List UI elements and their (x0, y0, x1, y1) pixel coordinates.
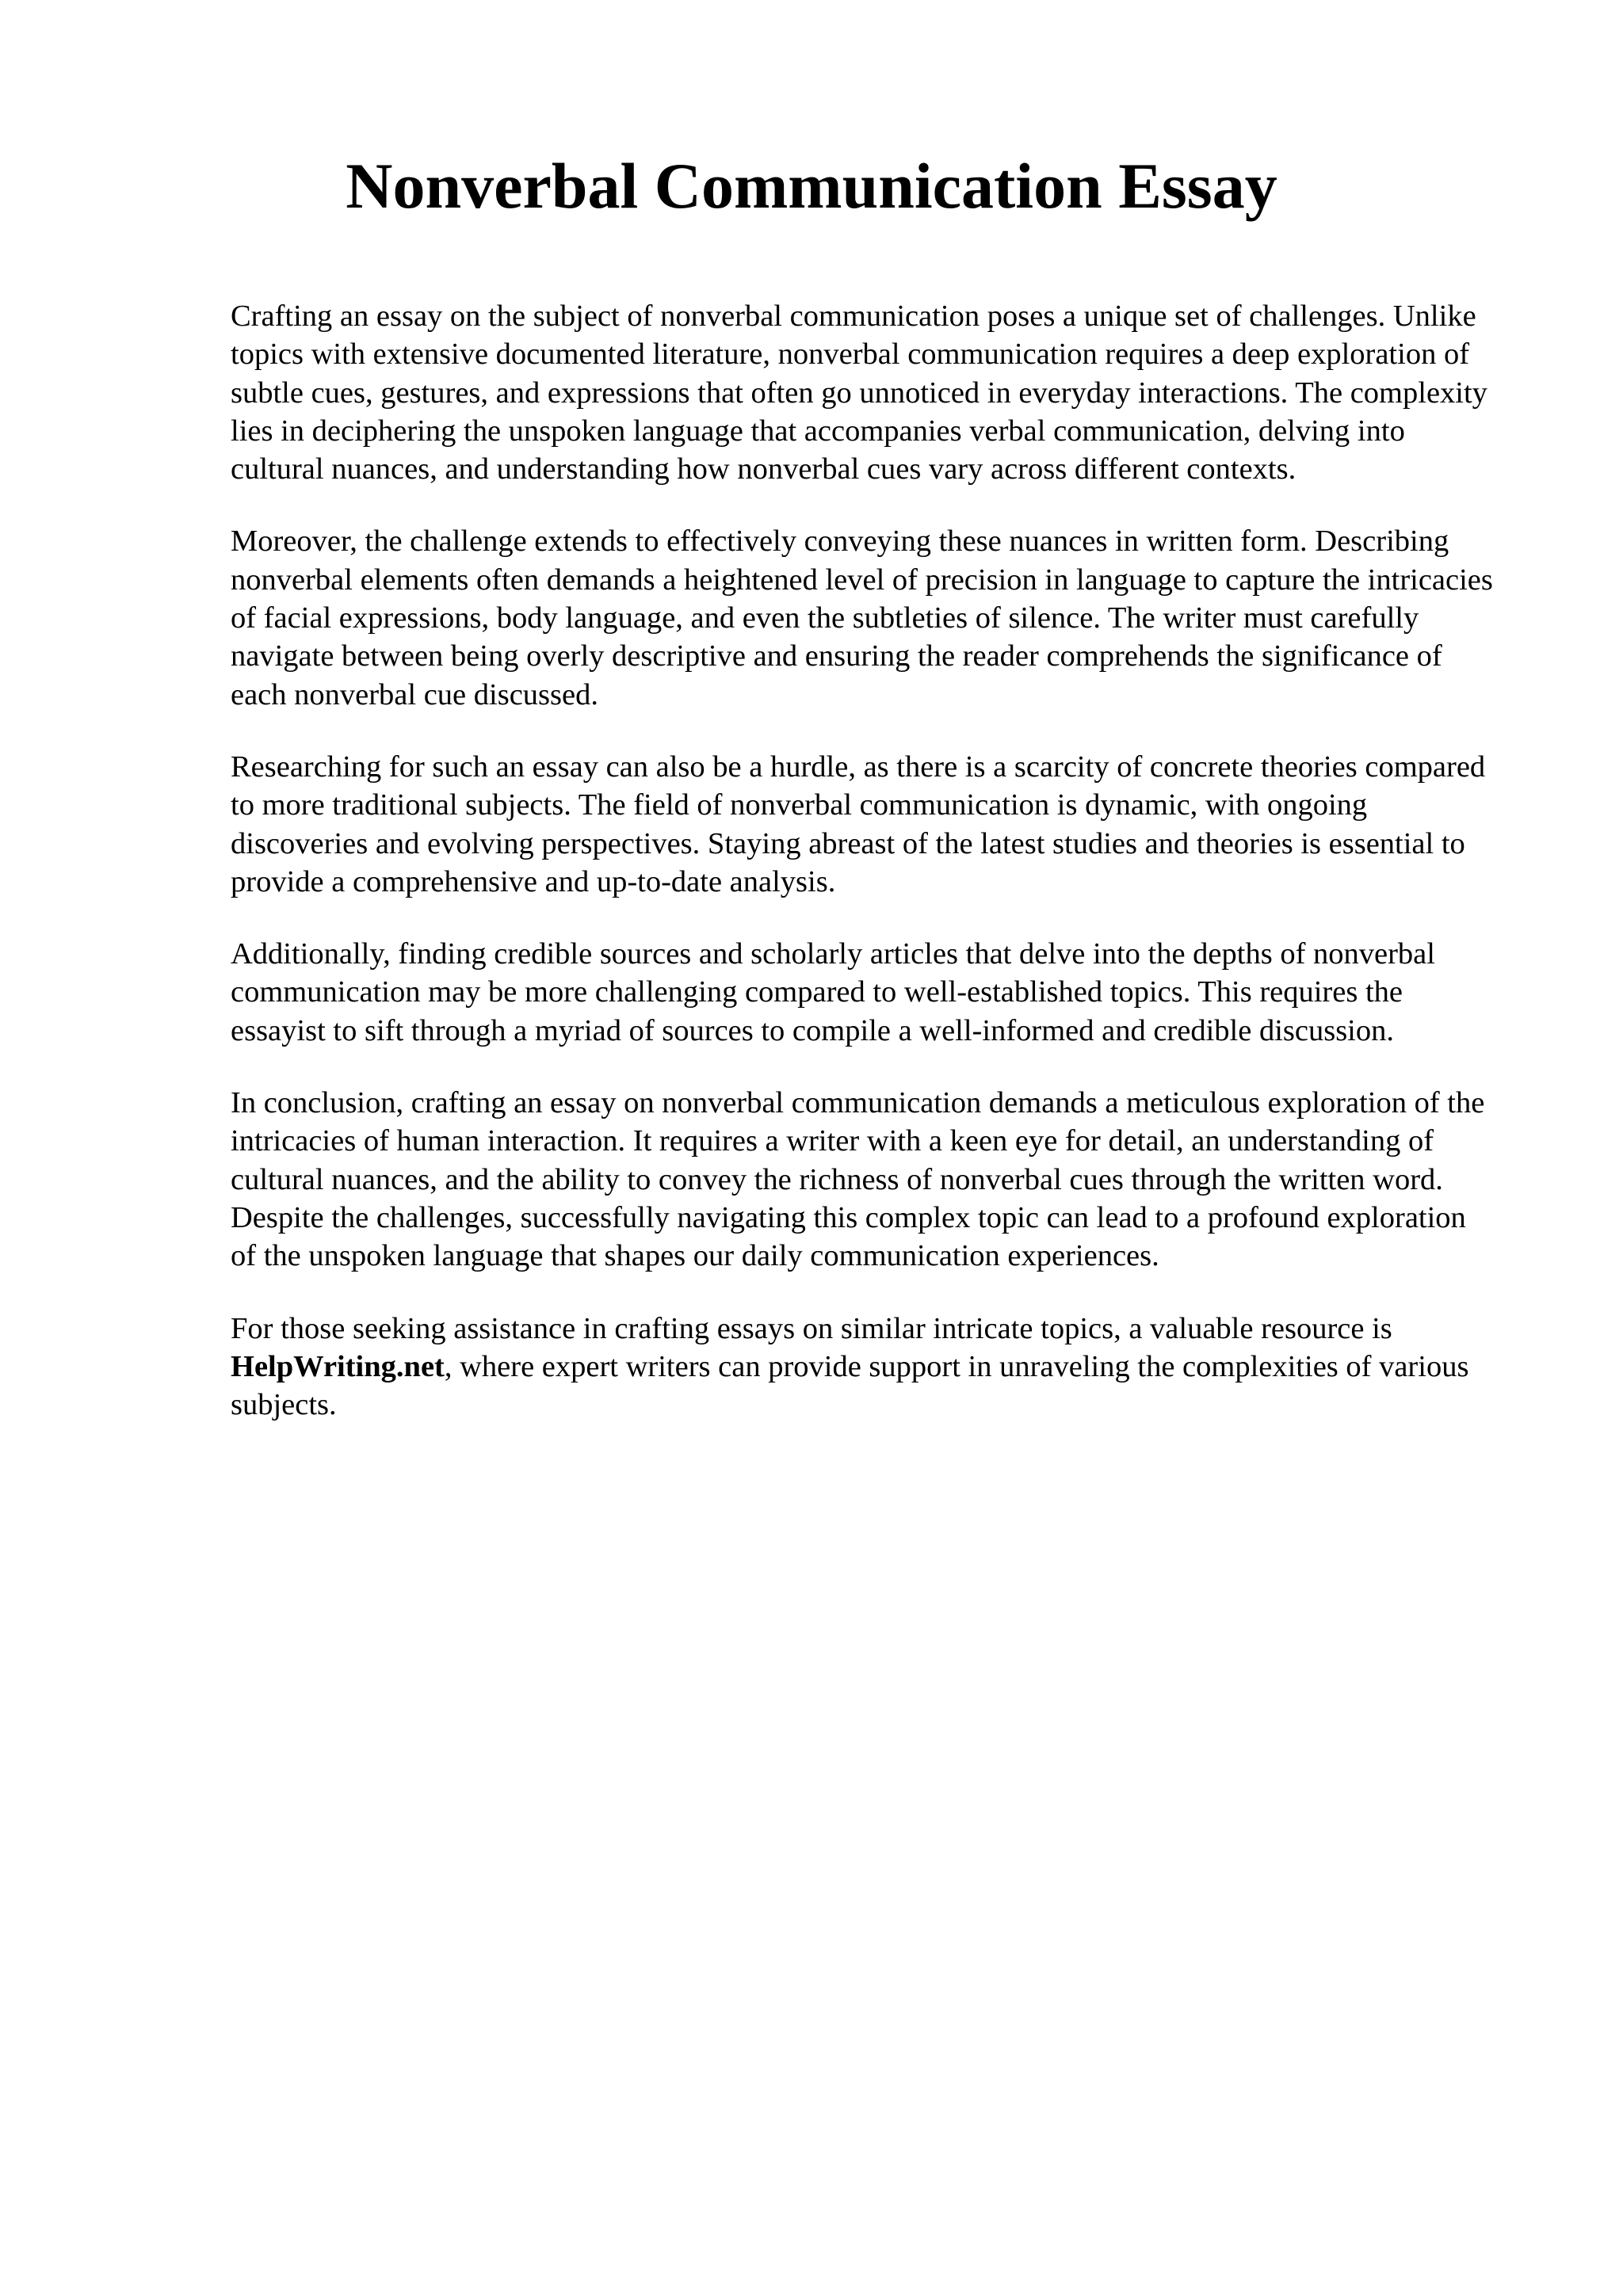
paragraph-5: In conclusion, crafting an essay on nonverbal communication demands a meticulous exploration of the intricacies of human interaction. It requires a writer with a keen eye for detail, an understanding of cultural nuances, and the ability to convey the richness of nonverbal cues through the written word. Despite the challenges, successfully navigating this complex topic can lead to a profound exploration of the unspoken language that shapes our daily communication experiences. (231, 1086, 1485, 1273)
essay-body (231, 297, 1499, 1458)
paragraph-3: Researching for such an essay can also be a hurdle, as there is a scarcity of concrete theories compared to more traditional subjects. The field of nonverbal communication is dynamic, with ongoing discoveries and evolving perspectives. Staying abreast of the latest studies and theories is essential to provide a comprehensive and up-to-date analysis. (231, 749, 1486, 898)
paragraph-1: Crafting an essay on the subject of nonverbal communication poses a unique set of challenges. Unlike topics with extensive documented literature, nonverbal communication requires a deep exploration of subtle cues, gestures, and expressions that often go unnoticed in everyday interactions. The complexity lies in deciphering the unspoken language that accompanies verbal communication, delving into cultural nuances, and understanding how nonverbal cues vary across different contexts. (231, 299, 1487, 486)
closing-lead-text: For those seeking assistance in crafting essays on similar intricate topics, a valuable resource is (231, 1311, 1392, 1345)
page-title: Nonverbal Communication Essay (346, 150, 1277, 222)
paragraph-4: Additionally, finding credible sources and scholarly articles that delve into the depths of nonverbal communication may be more challenging compared to well-established topics. This requires the essayist to sift through a myriad of sources to compile a well-informed and credible discussion. (231, 937, 1435, 1047)
paragraph-2: Moreover, the challenge extends to effectively conveying these nuances in written form. Describing nonverbal elements often demands a heightened level of precision in language to capture the intricacies of facial expressions, body language, and even the subtleties of silence. The writer must carefully navigate between being overly descriptive and ensuring the reader comprehends the significance of each nonverbal cue discussed. (231, 524, 1493, 711)
closing-paragraph (231, 1310, 1499, 1425)
brand-name: HelpWriting.net (231, 1349, 445, 1383)
closing-tail-text: , where expert writers can provide support in unraveling the complexities of various subjects. (231, 1349, 1469, 1422)
